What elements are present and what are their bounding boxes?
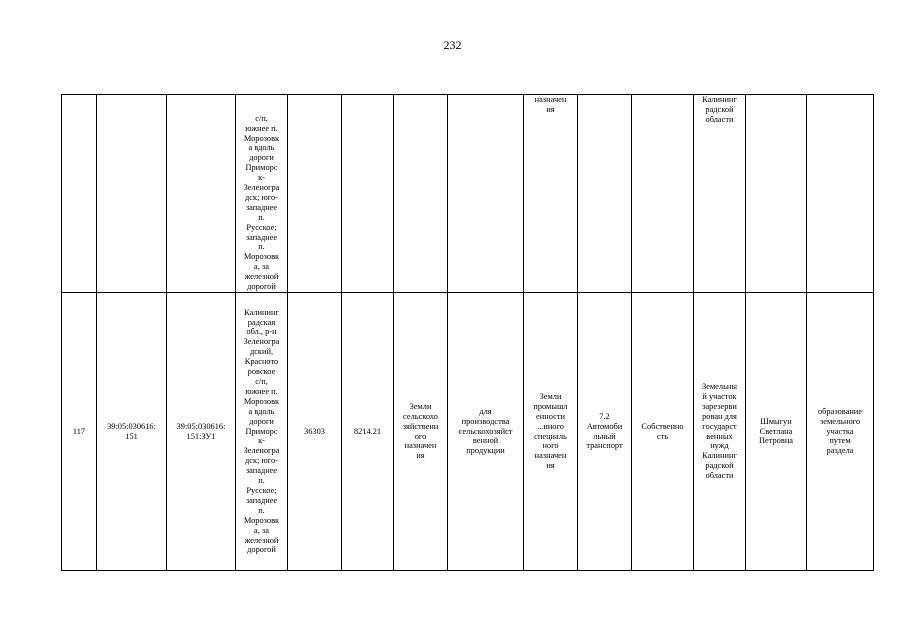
encumbrance-cell: Земельны й участок зарезерви рован для государст венных нужд Калининг радской области [694, 293, 746, 571]
table-cell [394, 95, 448, 293]
table-cell [807, 95, 874, 293]
formation-method-cell: образование земельного участка путем раздела [807, 293, 874, 571]
encumbrance-cell: Калининг радской области [694, 95, 746, 293]
owner-cell: Шмыгун Светлана Петровна [746, 293, 807, 571]
table-cell [578, 95, 632, 293]
page-number: 232 [443, 38, 462, 52]
table-row-117 [62, 293, 874, 571]
area-cell: 36303 [288, 293, 342, 571]
new-cadastral-number-cell: 39:05:030616: 151:ЗУ1 [167, 293, 236, 571]
parent-cadastral-number-cell: 39:05:030616: 151 [97, 293, 167, 571]
row-number-cell: 117 [62, 293, 97, 571]
land-plots-table [61, 94, 874, 571]
new-category-cell: назначен ия [524, 95, 578, 293]
table-cell [448, 95, 524, 293]
table-cell [97, 95, 167, 293]
area-cell-2: 8214.21 [342, 293, 394, 571]
table-cell [288, 95, 342, 293]
address-cell: с/п, южнее п. Морозовк а вдоль дороги Приморс к- Зеленогра дск; юго- западнее п. Русское; западнее п. Морозовк а, за железной дорогой [236, 95, 288, 293]
table-cell [632, 95, 694, 293]
table-row-continuation [62, 95, 874, 293]
new-category-cell: Земли промышл енности ...иного специаль ного назначен ия [524, 293, 578, 571]
table-cell [746, 95, 807, 293]
land-category-cell: Земли сельскохо зяйственн ого назначен ия [394, 293, 448, 571]
address-cell: Калининг радская обл., р-н Зеленогра дский, Красното ровское с/п, южнее п. Морозовк а вдоль дороги Приморс к- Зеленогра дск; юго- западнее п. Русское; западнее п. Морозовк а, за железной дорогой [236, 293, 288, 571]
right-type-cell: Собственно сть [632, 293, 694, 571]
table-cell [167, 95, 236, 293]
table-cell [62, 95, 97, 293]
table-cell [342, 95, 394, 293]
permitted-use-cell: для производства сельскохозяйст венной продукции [448, 293, 524, 571]
new-permitted-use-cell: 7.2 Автомоби льный транспорт [578, 293, 632, 571]
